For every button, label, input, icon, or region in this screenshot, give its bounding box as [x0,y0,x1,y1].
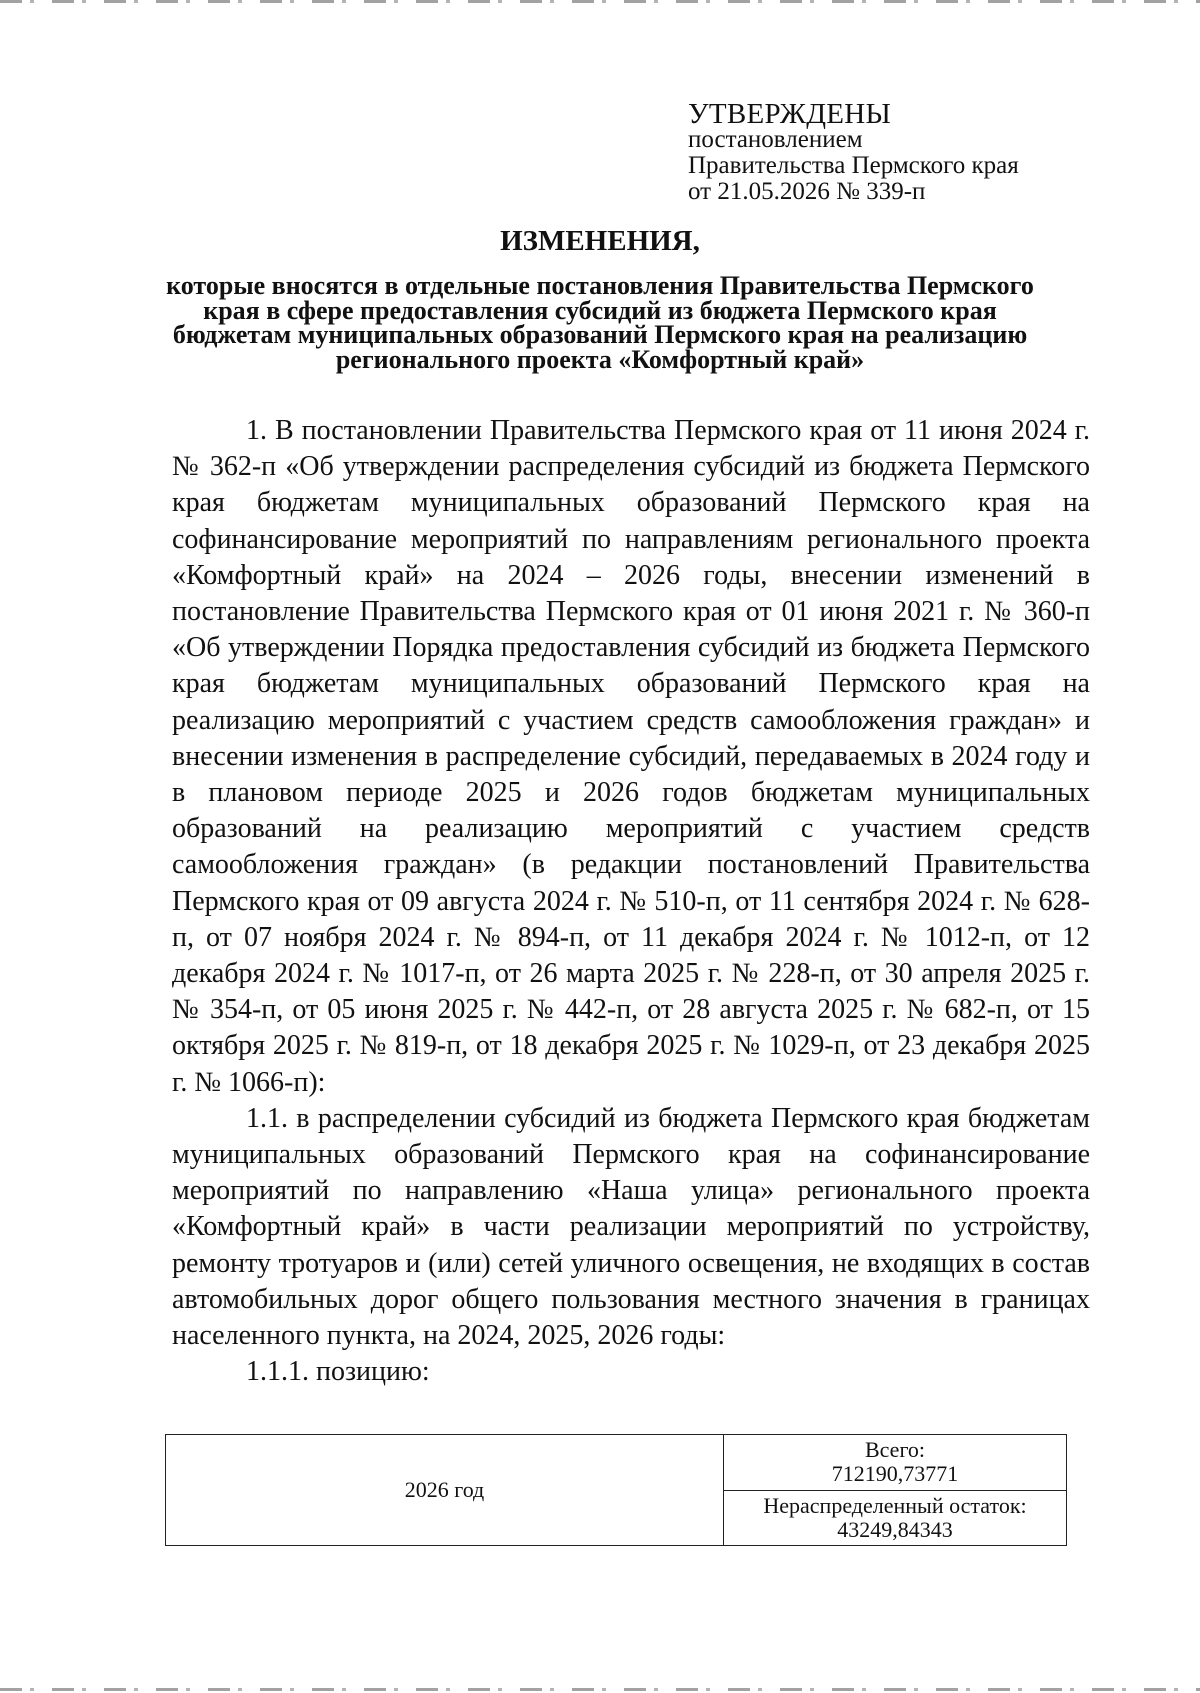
total-label: Всего: [864,1437,926,1463]
approval-stamp [688,98,1168,205]
paragraph-1: 1. В постановлении Правительства Пермского края от 11 июня 2024 г. № 362-п «Об утверждении распределения субсидий из бюджета Пермского края бюджетам муниципальных образований Пермского края на софинансирование мероприятий по направлениям регионального проекта «Комфортный край» на 2024 – 2026 годы, внесении изменений в постановление Правительства Пермского края от 01 июня 2021 г. № 360-п «Об утверждении Порядка предоставления субсидий из бюджета Пермского края бюджетам муниципальных образований Пермского края на реализацию мероприятий с участием средств самообложения граждан» и внесении изменения в распределение субсидий, передаваемых в 2024 году и в плановом периоде 2025 и 2026 годов бюджетам муниципальных образований на реализацию мероприятий с участием средств самообложения граждан» (в редакции постановлений Правительства Пермского края от 09 августа 2024 г. № 510-п, от 11 сентября 2024 г. № 628-п, от 07 ноября 2024 г. № 894-п, от 11 декабря 2024 г. № 1012-п, от 12 декабря 2024 г. № 1017-п, от 26 марта 2025 г. № 228-п, от 30 апреля 2025 г. № 354-п, от 05 июня 2025 г. № 442-п, от 28 августа 2025 г. № 682-п, от 15 октября 2025 г. № 819-п, от 18 декабря 2025 г. № 1029-п, от 23 декабря 2025 г. № 1066-п): [172,415,1090,1098]
remainder-label: Нераспределенный остаток: [763,1492,1027,1518]
document-title: ИЗМЕНЕНИЯ, [500,225,700,257]
position-table [165,1434,1067,1546]
total-value: 712190,73771 [831,1461,959,1487]
total-cell [724,1435,1067,1491]
approval-line-2: Правительства Пермского края [688,152,1019,179]
approval-line-3: от 21.05.2026 № 339-п [688,178,926,205]
scan-edge-top [0,0,1200,3]
approval-line-1: постановлением [688,126,863,153]
document-subtitle: которые вносятся в отдельные постановления Правительства Пермского края в сфере предоставления субсидий из бюджета Пермского края бюджетам муниципальных образований Пермского края на реализацию регионального проекта «Комфортный край» [166,271,1034,374]
remainder-value: 43249,84343 [837,1516,953,1542]
document-body [172,413,1090,1390]
year-cell: 2026 год [166,1435,724,1546]
approval-title: УТВЕРЖДЕНЫ [688,98,892,130]
scan-edge-bottom [0,1688,1200,1691]
paragraph-1-1: 1.1. в распределении субсидий из бюджета Пермского края бюджетам муниципальных образований Пермского края на софинансирование мероприятий по направлению «Наша улица» регионального проекта «Комфортный край» в части реализации мероприятий по устройству, ремонту тротуаров и (или) сетей уличного освещения, не входящих в состав автомобильных дорог общего пользования местного значения в границах населенного пункта, на 2024, 2025, 2026 годы: [172,1102,1090,1352]
table-row [166,1435,1067,1491]
document-heading [150,224,1050,372]
paragraph-1-1-1: 1.1.1. позицию: [246,1356,430,1388]
remainder-cell [724,1490,1067,1546]
